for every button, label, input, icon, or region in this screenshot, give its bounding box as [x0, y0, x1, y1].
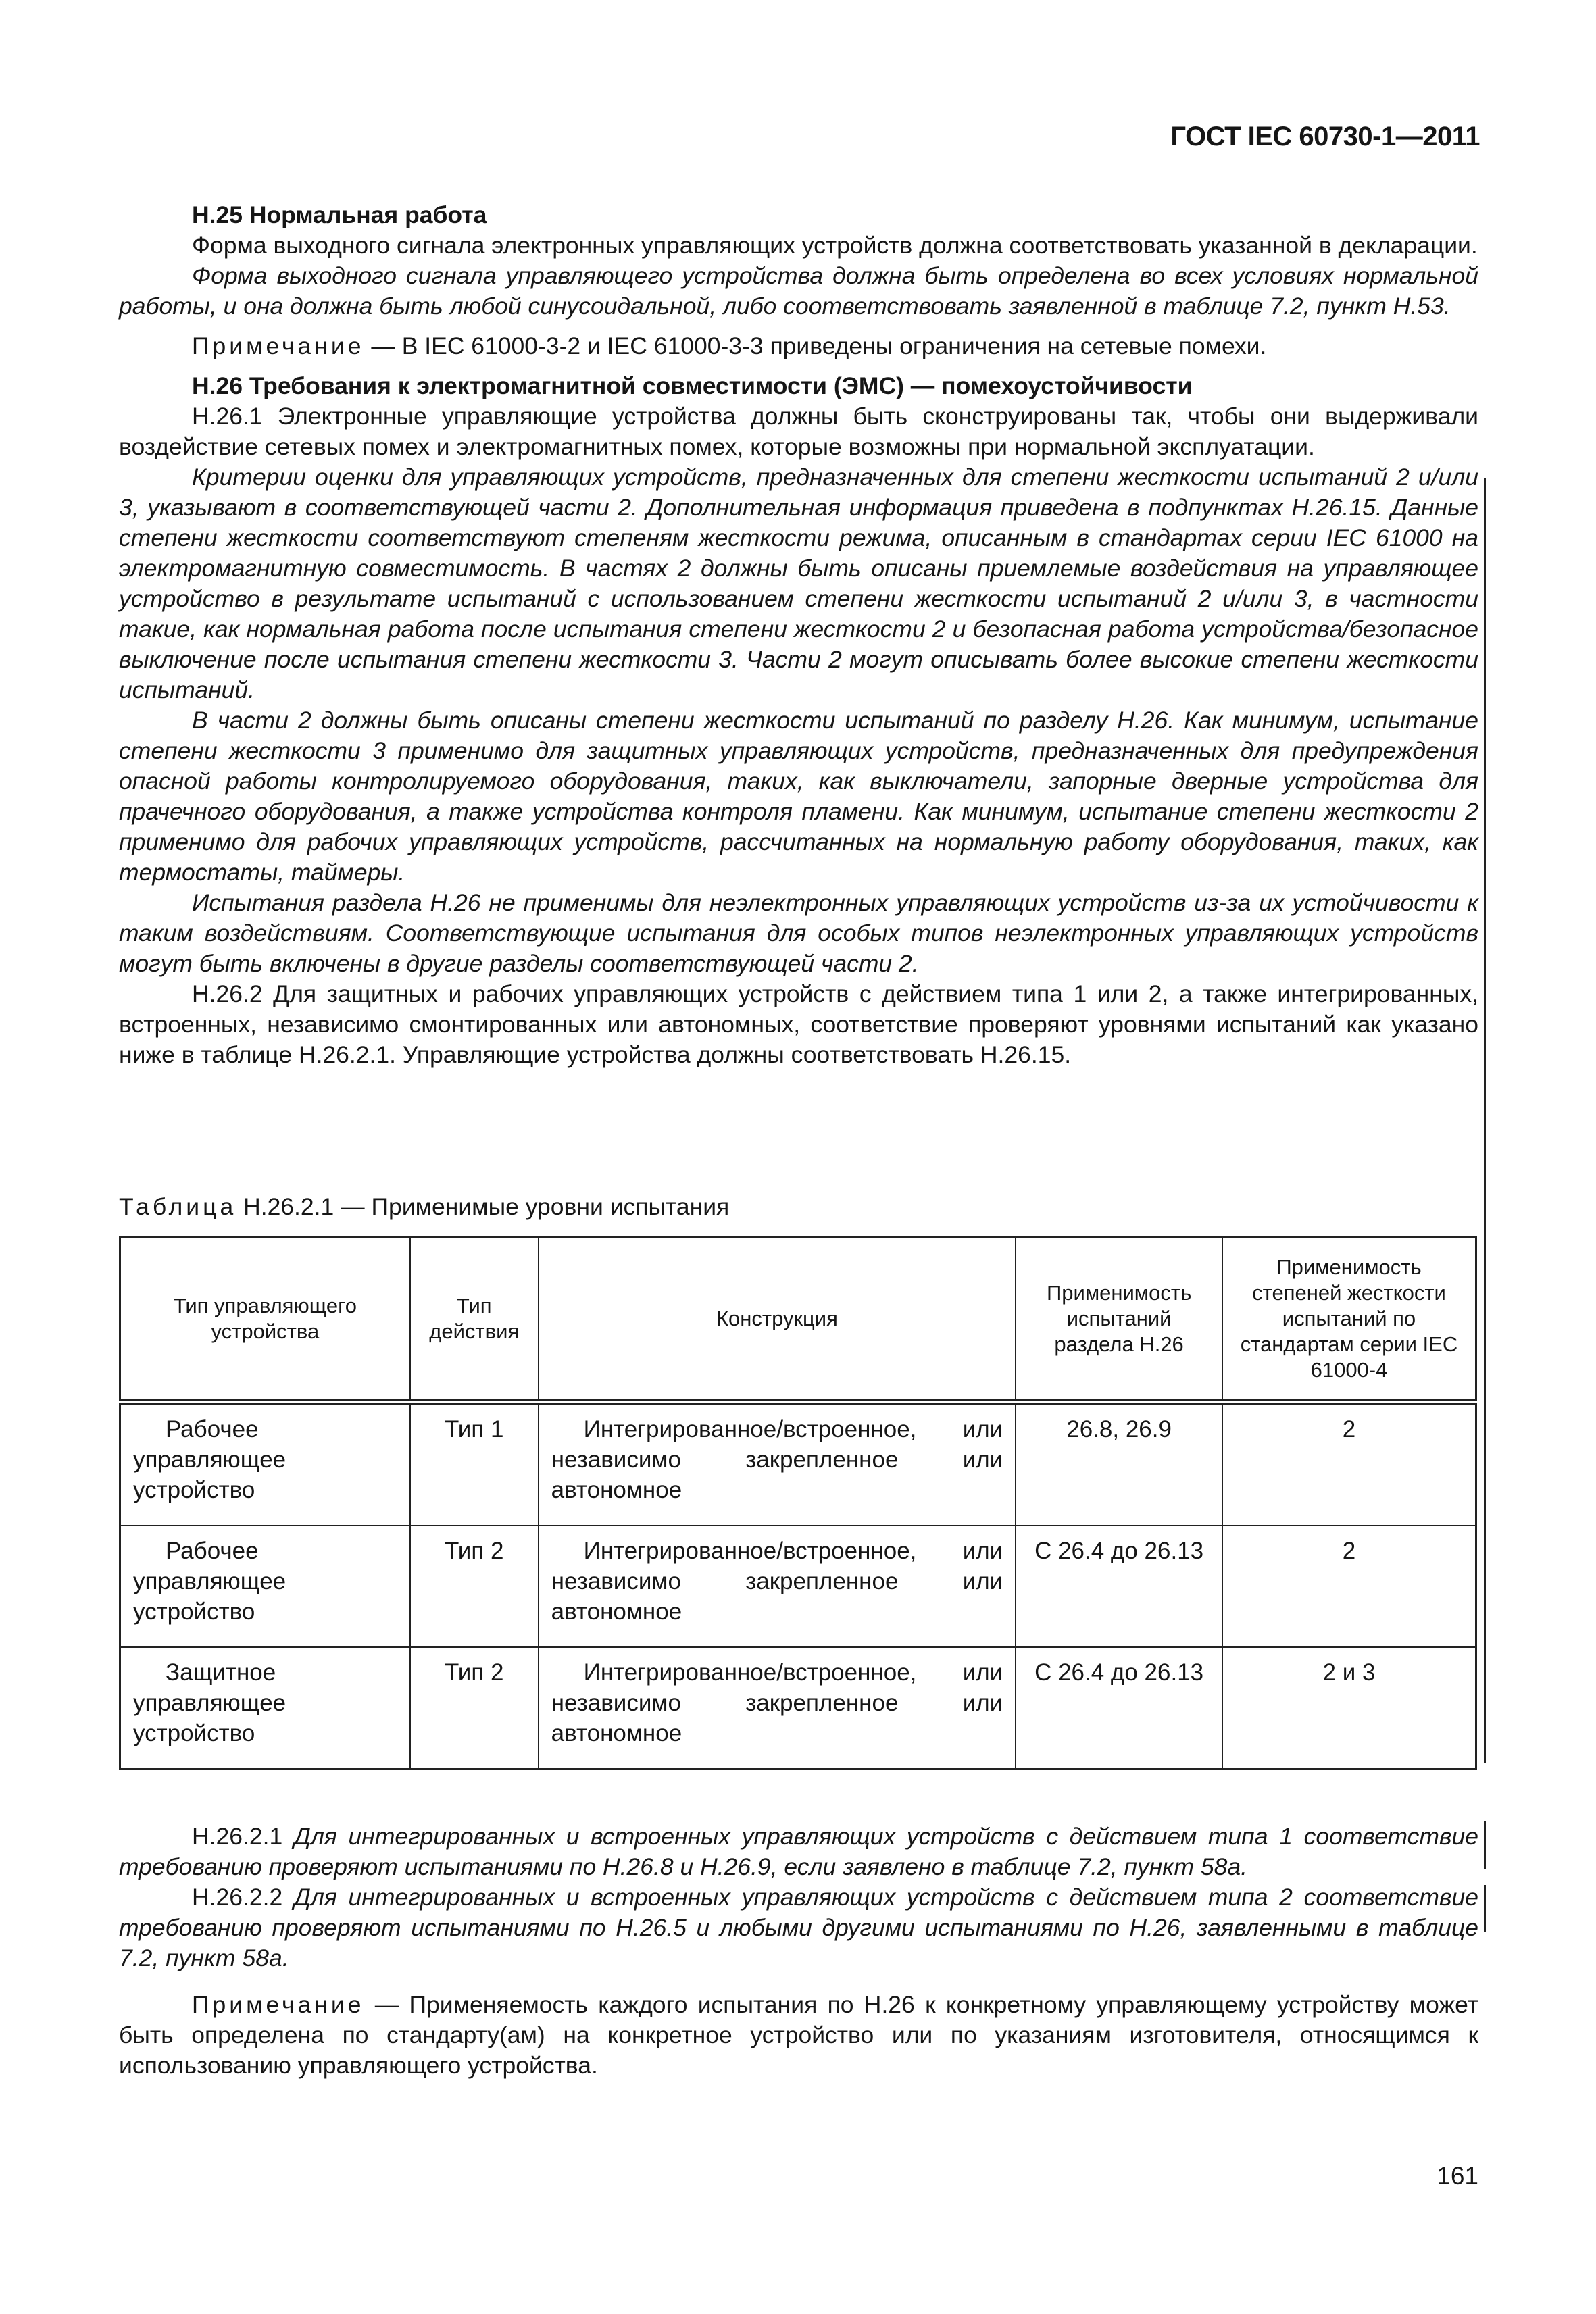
table-cell: Интегрированное/встроенное, или независимо закрепленное или автономное	[539, 1647, 1016, 1769]
table-cell: 2	[1222, 1526, 1476, 1647]
test-levels-table	[119, 1236, 1477, 1770]
note-1-text: — В IEC 61000-3-2 и IEC 61000-3-3 приведены ограничения на сетевые помехи.	[364, 332, 1267, 359]
table-cell: Тип 2	[410, 1647, 539, 1769]
section-h26-1: H.26.1 Электронные управляющие устройства должны быть сконструированы так, чтобы они выдерживали воздействие сетевых помех и электромагнитных помех, которые возможны при нормальной эксплуатации.	[119, 403, 1478, 460]
page-number: 161	[1437, 2162, 1478, 2190]
section-h26-1-italic-1: Критерии оценки для управляющих устройств, предназначенных для степени жесткости испытаний 2 и/или 3, указывают в соответствующей части 2. Дополнительная информация приведена в подпунктах H.26.15. Данные степени жесткости соответствуют степеням жесткости режима, описанным в стандартах серии IEC 61000 на электромагнитную совместимость. В частях 2 должны быть описаны приемлемые воздействия на управляющее устройство в результате испытаний с использованием степени жесткости испытаний 2 и/или 3, в частности такие, как нормальная работа после испытания степени жесткости 2 и безопасная работа устройства/безопасное выключение после испытания степени жесткости 3. Части 2 могут описывать более высокие степени жесткости испытаний.	[119, 463, 1478, 703]
clause-h26-2-2	[119, 1882, 1478, 1973]
table-cell: 26.8, 26.9	[1016, 1402, 1222, 1526]
change-bar-clause-1	[1484, 1821, 1486, 1869]
note-2	[119, 1990, 1478, 2081]
clause-h26-2-1-text: Для интегрированных и встроенных управляющих устройств с действием типа 1 соответствие требованию проверяют испытаниями по H.26.8 и H.26.9, если заявлено в таблице 7.2, пункт 58а.	[119, 1823, 1478, 1880]
table-cell: 2	[1222, 1402, 1476, 1526]
table-cell: 2 и 3	[1222, 1647, 1476, 1769]
note-1	[119, 331, 1478, 361]
change-bar-main	[1484, 478, 1486, 1763]
section-h26-2: H.26.2 Для защитных и рабочих управляющих устройств с действием типа 1 или 2, а также интегрированных, встроенных, независимо смонтированных или автономных, соответствие проверяют уровнями испытаний как указано ниже в таблице H.26.2.1. Управляющие устройства должны соответствовать H.26.15.	[119, 980, 1478, 1068]
note-2-text: — Применяемость каждого испытания по H.26 к конкретному управляющему устройству может быть определена по стандарту(ам) на конкретное устройство или по указаниям изготовителя, относящимся к использованию управляющего устройства.	[119, 1991, 1478, 2079]
table-cell: Интегрированное/встроенное, или независимо закрепленное или автономное	[539, 1526, 1016, 1647]
note-2-label: Примечание	[192, 1991, 365, 2018]
section-h25-title: H.25 Нормальная работа	[192, 201, 487, 228]
table-cell: Рабочее управляющее устройство	[120, 1526, 410, 1647]
section-h25-paragraph-1: Форма выходного сигнала электронных управляющих устройств должна соответствовать указанной в декларации.	[192, 232, 1478, 259]
table-caption	[119, 1193, 729, 1221]
clause-h26-2-1	[119, 1821, 1478, 1882]
table-caption-text: H.26.2.1 — Применимые уровни испытания	[236, 1193, 730, 1220]
table-cell: Рабочее управляющее устройство	[120, 1402, 410, 1526]
change-bar-clause-2	[1484, 1885, 1486, 1932]
main-text	[119, 200, 1478, 1070]
after-table-text	[119, 1821, 1478, 2081]
section-h26-title: H.26 Требования к электромагнитной совместимости (ЭМС) — помехоустойчивости	[192, 372, 1193, 399]
table-row	[120, 1402, 1476, 1526]
section-h26-1-italic-3: Испытания раздела H.26 не применимы для неэлектронных управляющих устройств из-за их устойчивости к таким воздействиям. Соответствующие испытания для особых типов неэлектронных управляющих устройств могут быть включены в другие разделы соответствующей части 2.	[119, 889, 1478, 977]
table-header-cell: Конструкция	[539, 1238, 1016, 1403]
document-header: ГОСТ IEC 60730-1—2011	[1170, 122, 1480, 151]
table-header-cell: Применимость испытаний раздела H.26	[1016, 1238, 1222, 1403]
note-1-label: Примечание	[192, 332, 365, 359]
table-cell: Тип 1	[410, 1402, 539, 1526]
table-cell: Тип 2	[410, 1526, 539, 1647]
table-cell: Защитное управляющее устройство	[120, 1647, 410, 1769]
clause-h26-2-2-text: Для интегрированных и встроенных управляющих устройств с действием типа 2 соответствие требованию проверяют испытаниями по H.26.5 и любыми другими испытаниями по H.26, заявленными в таблице 7.2, пункт 58а.	[119, 1884, 1478, 1971]
clause-h26-2-2-number: H.26.2.2	[192, 1884, 283, 1911]
table-row	[120, 1526, 1476, 1647]
table-cell: С 26.4 до 26.13	[1016, 1647, 1222, 1769]
table-header-cell: Тип действия	[410, 1238, 539, 1403]
table-row	[120, 1647, 1476, 1769]
table-caption-label: Таблица	[119, 1193, 237, 1220]
table-header-row	[120, 1238, 1476, 1403]
section-h25-paragraph-2: Форма выходного сигнала управляющего устройства должна быть определена во всех условиях нормальной работы, и она должна быть любой синусоидальной, либо соответствовать заявленной в таблице 7.2, пункт H.53.	[119, 262, 1478, 320]
section-h26-1-italic-2: В части 2 должны быть описаны степени жесткости испытаний по разделу H.26. Как минимум, испытание степени жесткости 3 применимо для защитных управляющих устройств, предназначенных для предупреждения опасной работы контролируемого оборудования, таких, как выключатели, запорные дверные устройства для прачечного оборудования, а также устройства контроля пламени. Как минимум, испытание степени жесткости 2 применимо для рабочих управляющих устройств, рассчитанных на нормальную работу оборудования, таких, как термостаты, таймеры.	[119, 707, 1478, 886]
clause-h26-2-1-number: H.26.2.1	[192, 1823, 283, 1850]
table-header-cell: Применимость степеней жесткости испытаний по стандартам серии IEC 61000-4	[1222, 1238, 1476, 1403]
table-header-cell: Тип управляющего устройства	[120, 1238, 410, 1403]
table-cell: Интегрированное/встроенное, или независимо закрепленное или автономное	[539, 1402, 1016, 1526]
table-cell: С 26.4 до 26.13	[1016, 1526, 1222, 1647]
